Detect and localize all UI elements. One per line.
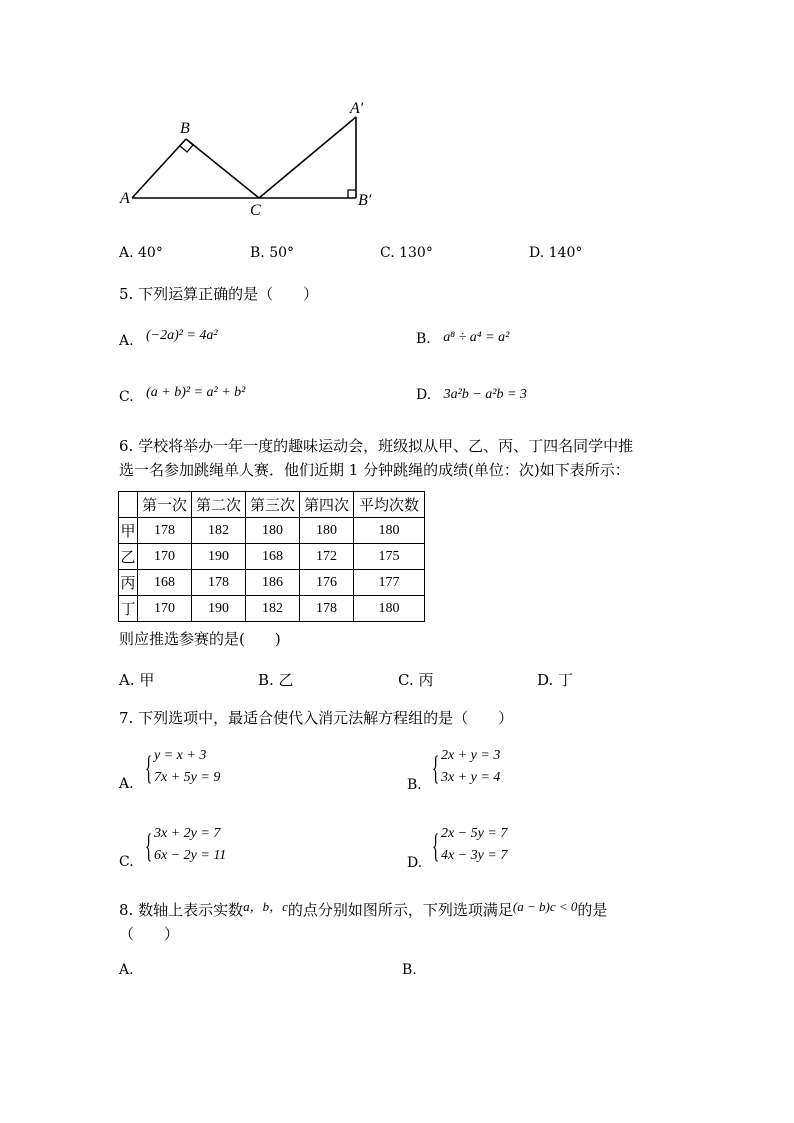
- q5-label-c: C.: [119, 389, 134, 405]
- q7-eq-a1: y = x + 3: [154, 748, 207, 763]
- table-cell: 190: [192, 596, 246, 622]
- table-cell: 170: [138, 596, 192, 622]
- table-header-cell: 平均次数: [354, 492, 425, 518]
- right-angle-mark-b: [180, 139, 193, 152]
- table-cell: 172: [300, 544, 354, 570]
- table-cell: 177: [354, 570, 425, 596]
- q7-eq-d2: 4x − 3y = 7: [441, 848, 508, 863]
- table-cell: 170: [138, 544, 192, 570]
- segment-ca-prime: [259, 117, 356, 198]
- table-cell: 186: [246, 570, 300, 596]
- table-cell: 180: [354, 518, 425, 544]
- table-header-cell: 第二次: [192, 492, 246, 518]
- q8-stem-post: 的是: [577, 901, 608, 919]
- q5-option-b[interactable]: [416, 331, 509, 348]
- table-cell: 175: [354, 544, 425, 570]
- label-a: A: [120, 190, 130, 207]
- q5-label-d: D.: [416, 387, 432, 403]
- q5-label-a: A.: [119, 333, 134, 349]
- segment-ab: [132, 139, 186, 198]
- q8-blank: （ ）: [119, 925, 180, 943]
- q6-option-b[interactable]: B. 乙: [258, 671, 294, 689]
- table-cell: 乙: [119, 544, 138, 570]
- table-header-cell: 第三次: [246, 492, 300, 518]
- table-cell: 178: [138, 518, 192, 544]
- q8-vars: a，b，c: [243, 899, 288, 914]
- q4-option-a[interactable]: A. 40°: [119, 245, 163, 261]
- brace-icon: {: [145, 750, 153, 787]
- table-cell: 丁: [119, 596, 138, 622]
- q5-option-c[interactable]: [119, 385, 246, 406]
- table-cell: 190: [192, 544, 246, 570]
- table-cell: 180: [300, 518, 354, 544]
- label-b-prime: B′: [358, 192, 372, 209]
- q8-option-a[interactable]: A.: [119, 962, 134, 978]
- table-cell: 182: [246, 596, 300, 622]
- table-cell: 182: [192, 518, 246, 544]
- triangle-figure: [110, 95, 390, 220]
- q7-label-d: D.: [407, 855, 423, 871]
- q7-eq-c2: 6x − 2y = 11: [154, 848, 227, 863]
- q7-eq-b2: 3x + y = 4: [441, 770, 501, 785]
- q8-stem-mid: 的点分别如图所示，下列选项满足: [287, 901, 513, 919]
- table-cell: 180: [354, 596, 425, 622]
- q7-option-d[interactable]: [407, 826, 657, 872]
- q8-stem-pre: 8. 数轴上表示实数: [119, 901, 244, 919]
- table-row: [119, 570, 425, 596]
- q7-option-a[interactable]: [119, 748, 369, 794]
- label-b: B: [180, 120, 190, 137]
- table-row: [119, 518, 425, 544]
- table-row: [119, 544, 425, 570]
- label-a-prime: A′: [350, 100, 364, 117]
- q6-question: 则应推选参赛的是( ): [119, 630, 281, 648]
- brace-icon: {: [432, 750, 440, 787]
- q7-label-c: C.: [119, 854, 134, 870]
- q4-option-d[interactable]: D. 140°: [529, 245, 583, 261]
- q6-option-a[interactable]: A. 甲: [119, 671, 155, 689]
- q7-option-c[interactable]: [119, 826, 369, 872]
- q7-label-b: B.: [407, 777, 422, 793]
- scores-table: [118, 491, 425, 622]
- q7-eq-d1: 2x − 5y = 7: [441, 826, 508, 841]
- q5-expr-a: (−2a)² = 4a²: [146, 328, 218, 343]
- table-row: [119, 596, 425, 622]
- q6-option-c[interactable]: C. 丙: [398, 671, 434, 689]
- q5-expr-c: (a + b)² = a² + b²: [146, 385, 246, 400]
- table-cell: 180: [246, 518, 300, 544]
- table-cell: 178: [192, 570, 246, 596]
- brace-icon: {: [432, 828, 440, 865]
- table-cell: 176: [300, 570, 354, 596]
- q7-label-a: A.: [119, 776, 134, 792]
- q5-label-b: B.: [416, 331, 431, 347]
- table-cell: 丙: [119, 570, 138, 596]
- q7-eq-b1: 2x + y = 3: [441, 748, 501, 763]
- table-header-row: [119, 492, 425, 518]
- q7-eq-a2: 7x + 5y = 9: [154, 770, 221, 785]
- q4-option-c[interactable]: C. 130°: [380, 245, 433, 261]
- brace-icon: {: [145, 828, 153, 865]
- table-cell: 168: [246, 544, 300, 570]
- table-cell: 178: [300, 596, 354, 622]
- q5-option-a[interactable]: [119, 328, 218, 350]
- q5-expr-d: 3a²b − a²b = 3: [443, 387, 527, 402]
- q6-stem-line2: 选一名参加跳绳单人赛．他们近期 1 分钟跳绳的成绩(单位：次)如下表所示：: [119, 461, 630, 479]
- q5-expr-b: a⁸ ÷ a⁴ = a²: [443, 330, 510, 345]
- q5-stem: 5. 下列运算正确的是（ ）: [119, 285, 319, 303]
- q8-stem: [119, 899, 607, 920]
- q7-option-b[interactable]: [407, 748, 657, 794]
- right-angle-mark-b-prime: [348, 190, 356, 198]
- table-header-cell: 第四次: [300, 492, 354, 518]
- q6-stem-line1: 6. 学校将举办一年一度的趣味运动会，班级拟从甲、乙、丙、丁四名同学中推: [119, 437, 634, 455]
- q8-option-b[interactable]: B.: [402, 962, 417, 978]
- label-c: C: [250, 202, 261, 219]
- table-header-cell: [119, 492, 138, 518]
- q7-eq-c1: 3x + 2y = 7: [154, 826, 221, 841]
- table-header-cell: 第一次: [138, 492, 192, 518]
- table-cell: 甲: [119, 518, 138, 544]
- q4-option-b[interactable]: B. 50°: [250, 245, 295, 261]
- q8-condition: (a − b)c < 0: [512, 899, 578, 914]
- q7-stem: 7. 下列选项中，最适合使代入消元法解方程组的是（ ）: [119, 709, 514, 727]
- table-cell: 168: [138, 570, 192, 596]
- q6-option-d[interactable]: D. 丁: [537, 671, 574, 689]
- segment-bc: [186, 139, 259, 198]
- q5-option-d[interactable]: [416, 387, 527, 404]
